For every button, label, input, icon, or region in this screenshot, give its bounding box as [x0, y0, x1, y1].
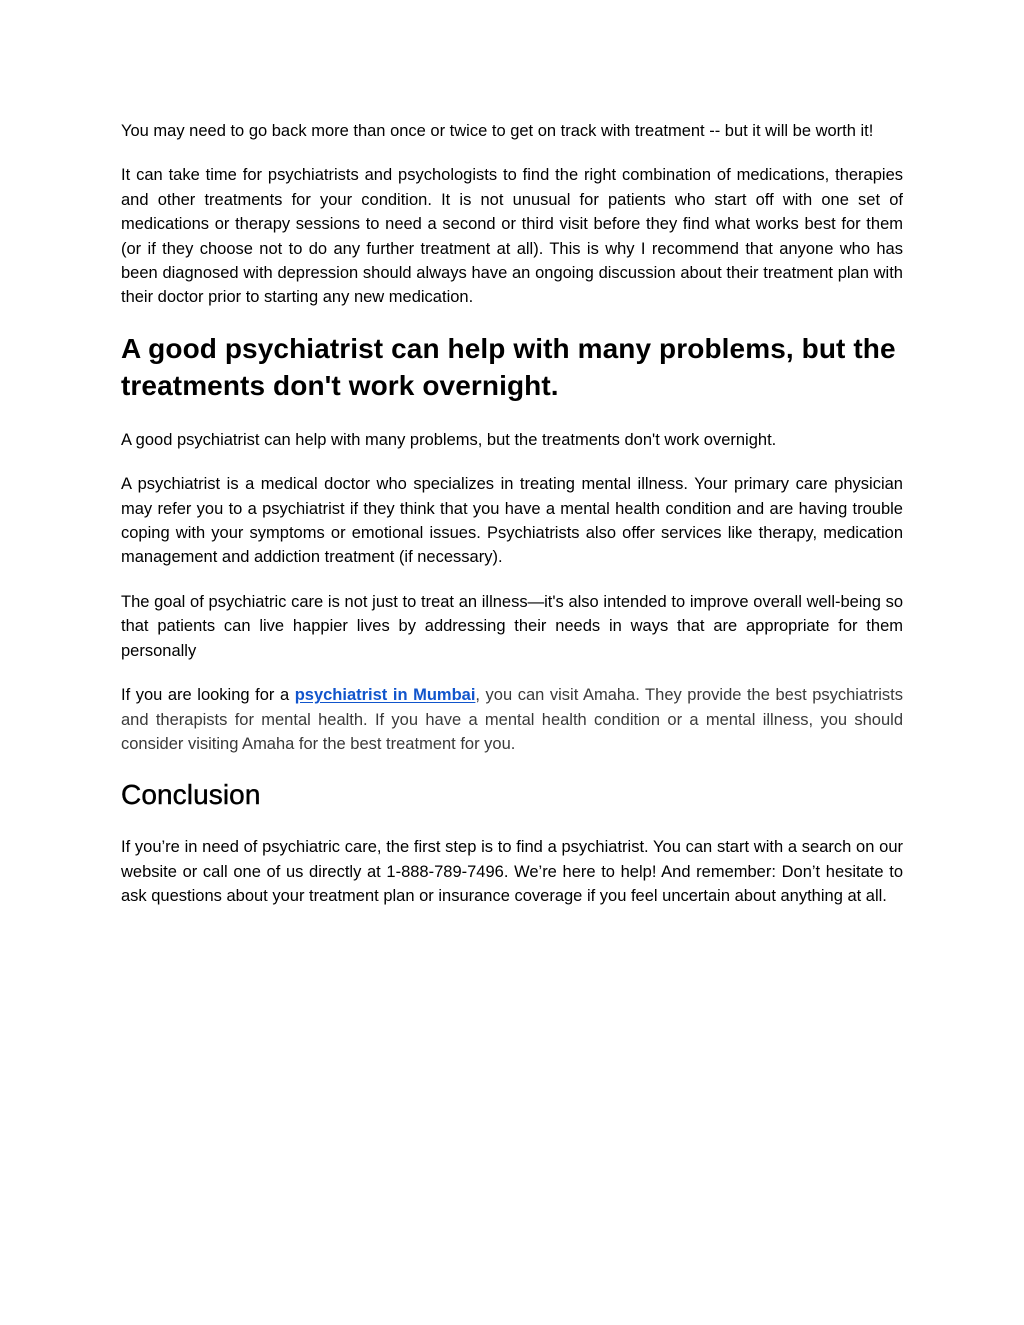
section-heading-good-psychiatrist: A good psychiatrist can help with many problems, but the treatments don't work overnight.: [121, 332, 896, 401]
paragraph-psychiatrist-definition: A psychiatrist is a medical doctor who specializes in treating mental illness. Your primary care physician may refer you to a psychiatrist if they think that you have a mental health condition and are having trouble coping with your symptoms or emotional issues. Psychiatrists also offer services like therapy, medication management and addiction treatment (if necessary).: [121, 475, 903, 567]
paragraph-combination-treatments: It can take time for psychiatrists and psychologists to find the right combination of medications, therapies and other treatments for your condition. It is not unusual for patients who start off with one set of medications or therapy sessions to need a second or third visit before they find what works best for them (or if they choose not to do any further treatment at all). This is why I recommend that anyone who has been diagnosed with depression should always have an ongoing discussion about their treatment plan with their doctor prior to starting any new medication.: [121, 166, 903, 307]
section-heading-conclusion: Conclusion: [121, 779, 261, 811]
paragraph-amaha: [121, 683, 903, 756]
document-page: [121, 119, 903, 929]
paragraph-conclusion: If you’re in need of psychiatric care, the first step is to find a psychiatrist. You can start with a search on our website or call one of us directly at 1-888-789-7496. We’re here to help! And remember: Don’t hesitate to ask questions about your treatment plan or insurance coverage if you feel uncertain about anything at all.: [121, 838, 903, 906]
paragraph-goal-of-care: The goal of psychiatric care is not just to treat an illness—it's also intended to improve overall well-being so that patients can live happier lives by addressing their needs in ways that are appropriate for them personally: [121, 592, 903, 660]
psychiatrist-in-mumbai-link[interactable]: psychiatrist in Mumbai: [294, 686, 476, 705]
paragraph-good-psychiatrist: A good psychiatrist can help with many problems, but the treatments don't work overnight.: [121, 430, 777, 449]
amaha-prefix-text: If you are looking for a: [121, 686, 295, 705]
paragraph-track-treatment: You may need to go back more than once or twice to get on track with treatment -- but it will be worth it!: [121, 122, 874, 140]
amaha-suffix-text: , you can visit Amaha. They provide the best psychiatrists and therapists for mental health. If you have a mental health condition or a mental illness, you should consider visiting Amaha for the best treatment for you.: [121, 686, 903, 753]
